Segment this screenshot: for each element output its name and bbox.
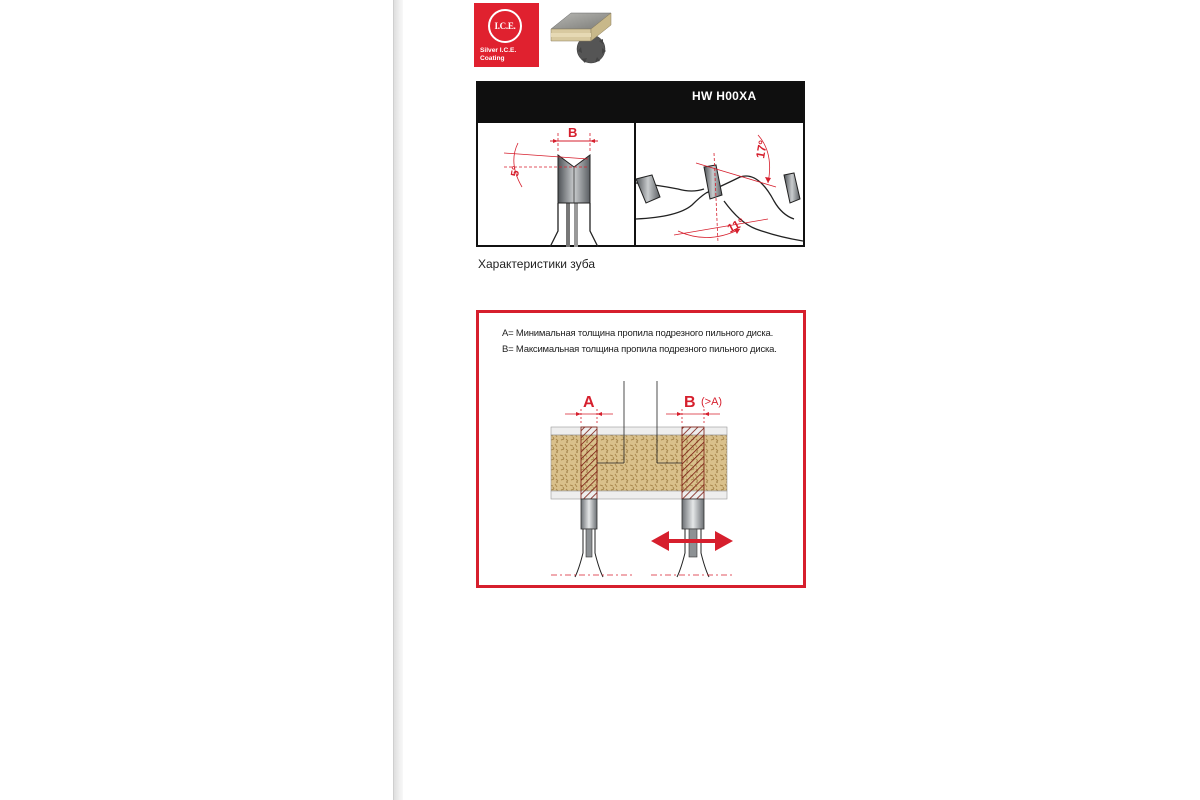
dim-b-note: (>A) xyxy=(701,396,723,408)
tooth-front-view xyxy=(504,133,598,247)
saw-blade-image xyxy=(545,3,615,67)
angle-5-label: 5° xyxy=(509,165,523,178)
kerf-width-panel xyxy=(476,310,806,588)
tooth-type-title: HW H00XA xyxy=(692,89,757,103)
dim-b-label: B xyxy=(568,125,578,140)
tooth-side-view xyxy=(636,135,803,243)
scoring-blade-a xyxy=(551,499,633,577)
ice-coating-badge xyxy=(474,3,539,67)
angle-11-label: 11° xyxy=(724,215,747,236)
ice-logo: I.C.E. xyxy=(488,9,522,43)
badge-line-1: Silver I.C.E. xyxy=(480,47,517,54)
definition-a: A= Минимальная толщина пропила подрезного пильного диска. xyxy=(502,328,774,339)
blank-area xyxy=(0,0,393,800)
tooth-header xyxy=(478,83,803,123)
kerf-diagram xyxy=(479,313,803,585)
dim-b-label: B xyxy=(684,394,696,411)
tooth-caption: Характеристики зуба xyxy=(478,257,596,271)
tooth-geometry-panel xyxy=(476,81,805,247)
definition-b: B= Максимальная толщина пропила подрезного пильного диска. xyxy=(502,344,777,355)
dim-a-label: A xyxy=(583,394,595,411)
tooth-diagram xyxy=(478,123,803,247)
badge-line-2: Coating xyxy=(480,55,505,62)
badge-text xyxy=(480,47,516,63)
angle-17-label: 17° xyxy=(753,139,771,160)
